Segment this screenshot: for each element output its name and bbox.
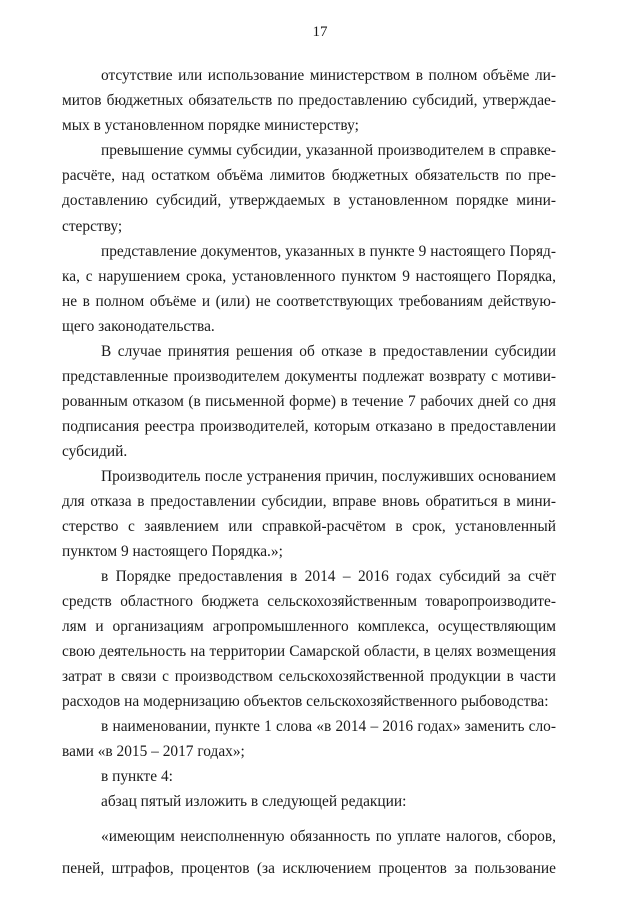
text-line: для отказа в предоставлении субсидии, вправе вновь обратиться в мини- [62, 493, 556, 510]
text-line: подписания реестра производителей, которым отказано в предоставлении [62, 418, 556, 435]
text-line: в наименовании, пункте 1 слова «в 2014 – 2016 годах» заменить сло- [101, 718, 556, 735]
text-line: абзац пятый изложить в следующей редакции: [101, 793, 407, 810]
text-line: пеней, штрафов, процентов (за исключением процентов за пользование [62, 860, 556, 877]
text-line: мых в установленном порядке министерству; [62, 117, 359, 134]
text-line: свою деятельность на территории Самарской области, в целях возмещения [62, 643, 556, 660]
text-line: «имеющим неисполненную обязанность по уплате налогов, сборов, [101, 828, 556, 845]
text-line: отсутствие или использование министерством в полном объёме ли- [101, 67, 556, 84]
text-line: щего законодательства. [62, 318, 215, 335]
text-line: не в полном объёме и (или) не соответствующих требованиям действую- [62, 293, 556, 310]
text-line: ка, с нарушением срока, установленного пунктом 9 настоящего Порядка, [62, 268, 556, 285]
text-line: субсидий. [62, 443, 128, 460]
text-line: В случае принятия решения об отказе в предоставлении субсидии [101, 343, 556, 360]
text-line: представление документов, указанных в пункте 9 настоящего Поряд- [101, 243, 556, 260]
text-line: вами «в 2015 – 2017 годах»; [62, 743, 245, 760]
page-number: 17 [312, 24, 328, 40]
text-line: затрат в связи с производством сельскохозяйственной продукции в части [62, 668, 556, 685]
text-line: рованным отказом (в письменной форме) в течение 7 рабочих дней со дня [62, 393, 556, 410]
text-line: доставлению субсидий, утверждаемых в установленном порядке мини- [62, 192, 556, 209]
text-line: превышение суммы субсидии, указанной производителем в справке- [101, 142, 556, 159]
text-line: в пункте 4: [101, 768, 173, 785]
text-line: представленные производителем документы подлежат возврату с мотиви- [62, 368, 556, 385]
text-line: расчёте, над остатком объёма лимитов бюджетных обязательств по пре- [62, 167, 556, 184]
text-line: стерству; [62, 218, 123, 235]
text-line: митов бюджетных обязательств по предоставлению субсидий, утверждае- [62, 92, 556, 109]
text-line: лям и организациям агропромышленного комплекса, осуществляющим [62, 618, 556, 635]
text-line: средств областного бюджета сельскохозяйственным товаропроизводите- [62, 593, 556, 610]
text-line: Производитель после устранения причин, послуживших основанием [101, 468, 556, 485]
text-line: пунктом 9 настоящего Порядка.»; [62, 543, 283, 560]
text-line: в Порядке предоставления в 2014 – 2016 годах субсидий за счёт [101, 568, 556, 585]
text-line: расходов на модернизацию объектов сельскохозяйственного рыбоводства: [62, 693, 549, 710]
text-line: стерство с заявлением или справкой-расчётом в срок, установленный [62, 518, 556, 535]
